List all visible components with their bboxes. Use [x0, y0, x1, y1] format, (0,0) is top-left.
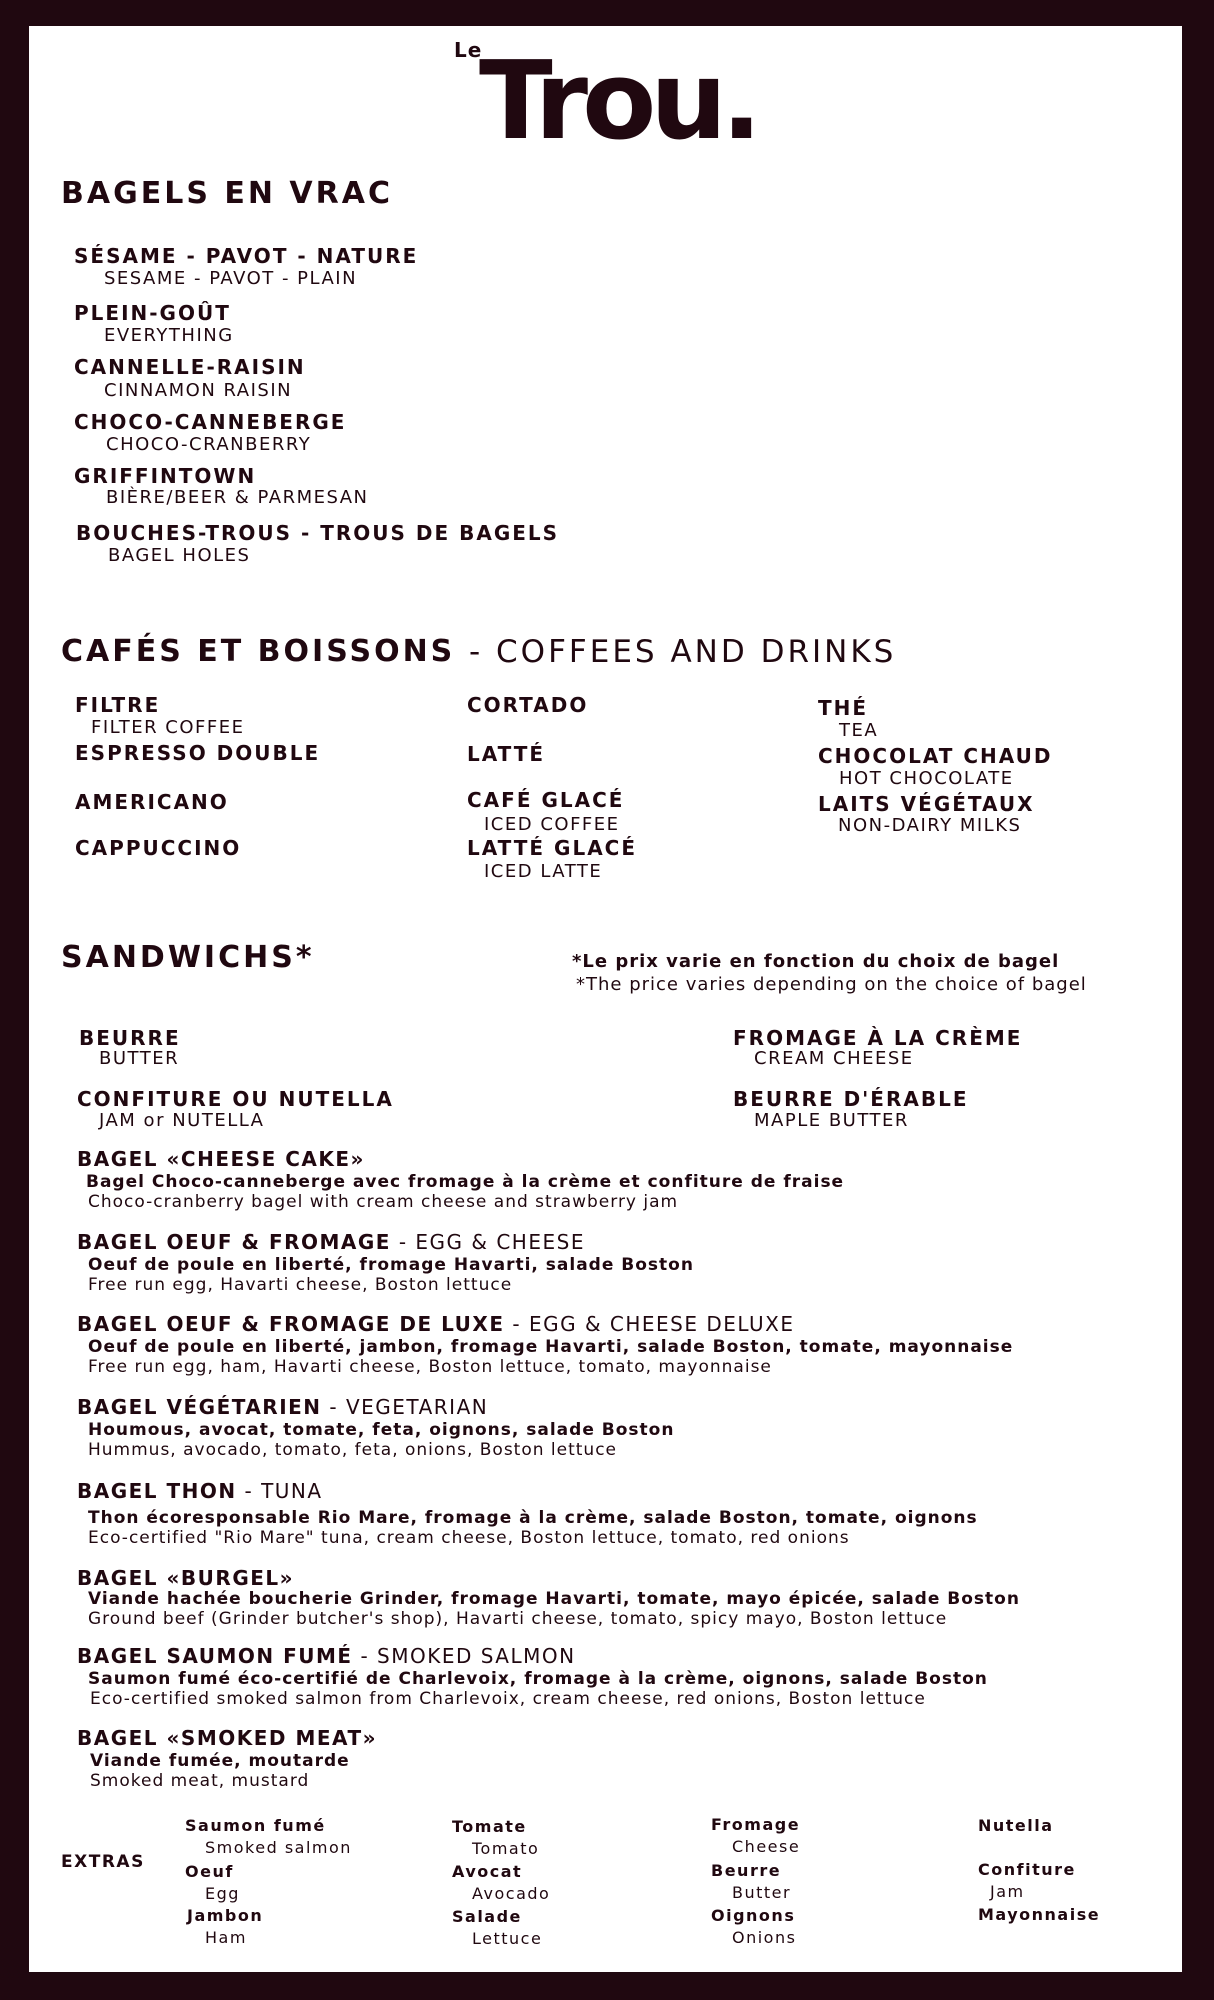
extra-item-name: Salade [452, 1907, 522, 1926]
extra-item-name: Tomate [452, 1817, 527, 1836]
extra-item-name: Mayonnaise [978, 1905, 1101, 1924]
sandwich-name [77, 1479, 323, 1503]
extra-item-name: Oignons [711, 1906, 796, 1925]
bagels-section-title: BAGELS EN VRAC [61, 176, 393, 211]
sandwich-name [77, 1230, 585, 1254]
spread-item-name: BEURRE [79, 1026, 181, 1050]
sandwich-desc-fr: Houmous, avocat, tomate, feta, oignons, salade Boston [88, 1420, 675, 1440]
sandwich-desc-fr: Oeuf de poule en liberté, jambon, fromage Havarti, salade Boston, tomate, mayonnaise [88, 1337, 1014, 1357]
extra-item-translation: Onions [732, 1928, 797, 1947]
sandwich-name-en: - EGG & CHEESE DELUXE [504, 1312, 795, 1336]
sandwich-name-fr: BAGEL OEUF & FROMAGE DE LUXE [77, 1312, 505, 1336]
sandwich-name-fr: BAGEL «BURGEL» [77, 1566, 295, 1590]
extra-item-name: Avocat [452, 1862, 523, 1881]
bagel-item-name: SÉSAME - PAVOT - NATURE [74, 244, 419, 268]
sandwich-desc-fr: Saumon fumé éco-certifié de Charlevoix, fromage à la crème, oignons, salade Boston [88, 1669, 988, 1689]
drinks-section-subtitle: - COFFEES AND DRINKS [469, 634, 897, 670]
sandwiches-section-title: SANDWICHS* [61, 940, 315, 975]
spread-item-translation: MAPLE BUTTER [754, 1110, 909, 1131]
sandwich-name-fr: BAGEL THON [77, 1479, 237, 1503]
bagel-item-translation: BIÈRE/BEER & PARMESAN [106, 487, 369, 508]
extra-item-translation: Butter [732, 1883, 792, 1902]
sandwich-name [77, 1566, 294, 1590]
sandwich-name [77, 1147, 365, 1171]
sandwich-desc-en: Eco-certified "Rio Mare" tuna, cream cheese, Boston lettuce, tomato, red onions [88, 1528, 850, 1548]
spread-item-name: BEURRE D'ÉRABLE [733, 1087, 969, 1111]
extra-item-translation: Smoked salmon [205, 1838, 352, 1857]
extra-item-translation: Tomato [472, 1839, 540, 1858]
bagel-item-name: BOUCHES-TROUS - TROUS DE BAGELS [76, 521, 560, 545]
drink-item-name: CAPPUCCINO [75, 836, 242, 860]
bagel-item-name: CHOCO-CANNEBERGE [74, 410, 347, 434]
extra-item-name: Fromage [711, 1815, 801, 1834]
sandwich-name-fr: BAGEL «SMOKED MEAT» [77, 1726, 378, 1750]
sandwich-desc-fr: Oeuf de poule en liberté, fromage Havarti, salade Boston [88, 1255, 694, 1275]
drink-item-name: LATTÉ [467, 742, 546, 766]
price-note-en: *The price varies depending on the choice of bagel [576, 974, 1087, 995]
sandwich-name-fr: BAGEL «CHEESE CAKE» [77, 1147, 365, 1171]
sandwich-name-en: - SMOKED SALMON [352, 1644, 576, 1668]
bagel-item-translation: CINNAMON RAISIN [104, 380, 293, 401]
sandwich-desc-fr: Thon écoresponsable Rio Mare, fromage à la crème, salade Boston, tomate, oignons [88, 1508, 978, 1528]
sandwich-desc-fr: Viande hachée boucherie Grinder, fromage Havarti, tomate, mayo épicée, salade Boston [88, 1589, 1020, 1609]
extra-item-translation: Egg [205, 1884, 240, 1903]
bagel-item-name: GRIFFINTOWN [74, 464, 257, 488]
bagel-item-translation: CHOCO-CRANBERRY [106, 434, 312, 455]
sandwich-name-fr: BAGEL OEUF & FROMAGE [77, 1230, 391, 1254]
logo: Trou. [479, 39, 757, 164]
spread-item-name: CONFITURE OU NUTELLA [77, 1087, 394, 1111]
drink-item-translation: HOT CHOCOLATE [839, 768, 1014, 789]
menu-page [29, 26, 1182, 1972]
extra-item-translation: Lettuce [472, 1929, 543, 1948]
spread-item-translation: JAM or NUTELLA [99, 1110, 265, 1131]
drink-item-translation: NON-DAIRY MILKS [838, 815, 1022, 836]
sandwich-desc-en: Eco-certified smoked salmon from Charlevoix, cream cheese, red onions, Boston lettuce [90, 1689, 926, 1709]
spread-item-name: FROMAGE À LA CRÈME [733, 1026, 1023, 1050]
sandwich-desc-en: Hummus, avocado, tomato, feta, onions, Boston lettuce [88, 1440, 618, 1460]
drink-item-name: THÉ [818, 696, 869, 720]
drink-item-name: CAFÉ GLACÉ [467, 788, 625, 812]
bagel-item-name: PLEIN-GOÛT [74, 301, 231, 325]
spread-item-translation: BUTTER [99, 1048, 180, 1069]
sandwich-name-fr: BAGEL VÉGÉTARIEN [77, 1395, 322, 1419]
sandwich-desc-en: Free run egg, Havarti cheese, Boston lettuce [88, 1275, 513, 1295]
sandwich-name-en: - TUNA [236, 1479, 323, 1503]
sandwich-name [77, 1395, 488, 1419]
extra-item-translation: Avocado [472, 1884, 551, 1903]
sandwich-desc-fr: Viande fumée, moutarde [90, 1751, 350, 1771]
drink-item-translation: FILTER COFFEE [91, 717, 245, 738]
bagel-item-name: CANNELLE-RAISIN [74, 355, 306, 379]
drink-item-name: AMERICANO [75, 790, 229, 814]
extra-item-name: Jambon [187, 1906, 264, 1925]
sandwich-desc-en: Ground beef (Grinder butcher's shop), Havarti cheese, tomato, spicy mayo, Boston lettuce [88, 1609, 948, 1629]
extra-item-name: Oeuf [185, 1862, 234, 1881]
sandwich-name-en: - VEGETARIAN [321, 1395, 489, 1419]
sandwich-desc-en: Smoked meat, mustard [90, 1771, 310, 1791]
drink-item-translation: ICED COFFEE [484, 814, 620, 835]
extra-item-translation: Ham [205, 1928, 247, 1947]
sandwich-name [77, 1726, 377, 1750]
spread-item-translation: CREAM CHEESE [754, 1048, 914, 1069]
drink-item-name: LAITS VÉGÉTAUX [818, 792, 1035, 816]
sandwich-desc-en: Choco-cranberry bagel with cream cheese and strawberry jam [88, 1192, 679, 1212]
bagel-item-translation: BAGEL HOLES [108, 545, 251, 566]
sandwich-name-fr: BAGEL SAUMON FUMÉ [77, 1644, 353, 1668]
extra-item-name: Nutella [978, 1816, 1054, 1835]
sandwich-name [77, 1644, 576, 1668]
price-note-fr: *Le prix varie en fonction du choix de bagel [572, 951, 1060, 972]
extra-item-translation: Jam [990, 1882, 1025, 1901]
extra-item-name: Saumon fumé [185, 1816, 326, 1835]
drink-item-translation: ICED LATTE [484, 861, 603, 882]
extra-item-name: Beurre [711, 1861, 782, 1880]
drink-item-name: ESPRESSO DOUBLE [75, 741, 321, 765]
drink-item-name: CORTADO [467, 693, 589, 717]
sandwich-desc-en: Free run egg, ham, Havarti cheese, Boston lettuce, tomato, mayonnaise [88, 1357, 772, 1377]
extra-item-translation: Cheese [732, 1837, 801, 1856]
drink-item-translation: TEA [839, 720, 879, 741]
extra-item-name: Confiture [978, 1860, 1076, 1879]
drink-item-name: CHOCOLAT CHAUD [818, 744, 1053, 768]
logo-prefix: Le [454, 38, 483, 62]
extras-title: EXTRAS [61, 1852, 145, 1872]
bagel-item-translation: SESAME - PAVOT - PLAIN [104, 268, 358, 289]
drink-item-name: LATTÉ GLACÉ [467, 836, 638, 860]
drink-item-name: FILTRE [75, 693, 161, 717]
bagel-item-translation: EVERYTHING [104, 325, 234, 346]
sandwich-desc-fr: Bagel Choco-canneberge avec fromage à la crème et confiture de fraise [86, 1172, 845, 1192]
sandwich-name-en: - EGG & CHEESE [390, 1230, 585, 1254]
drinks-section-title: CAFÉS ET BOISSONS [61, 634, 456, 669]
sandwich-name [77, 1312, 795, 1336]
